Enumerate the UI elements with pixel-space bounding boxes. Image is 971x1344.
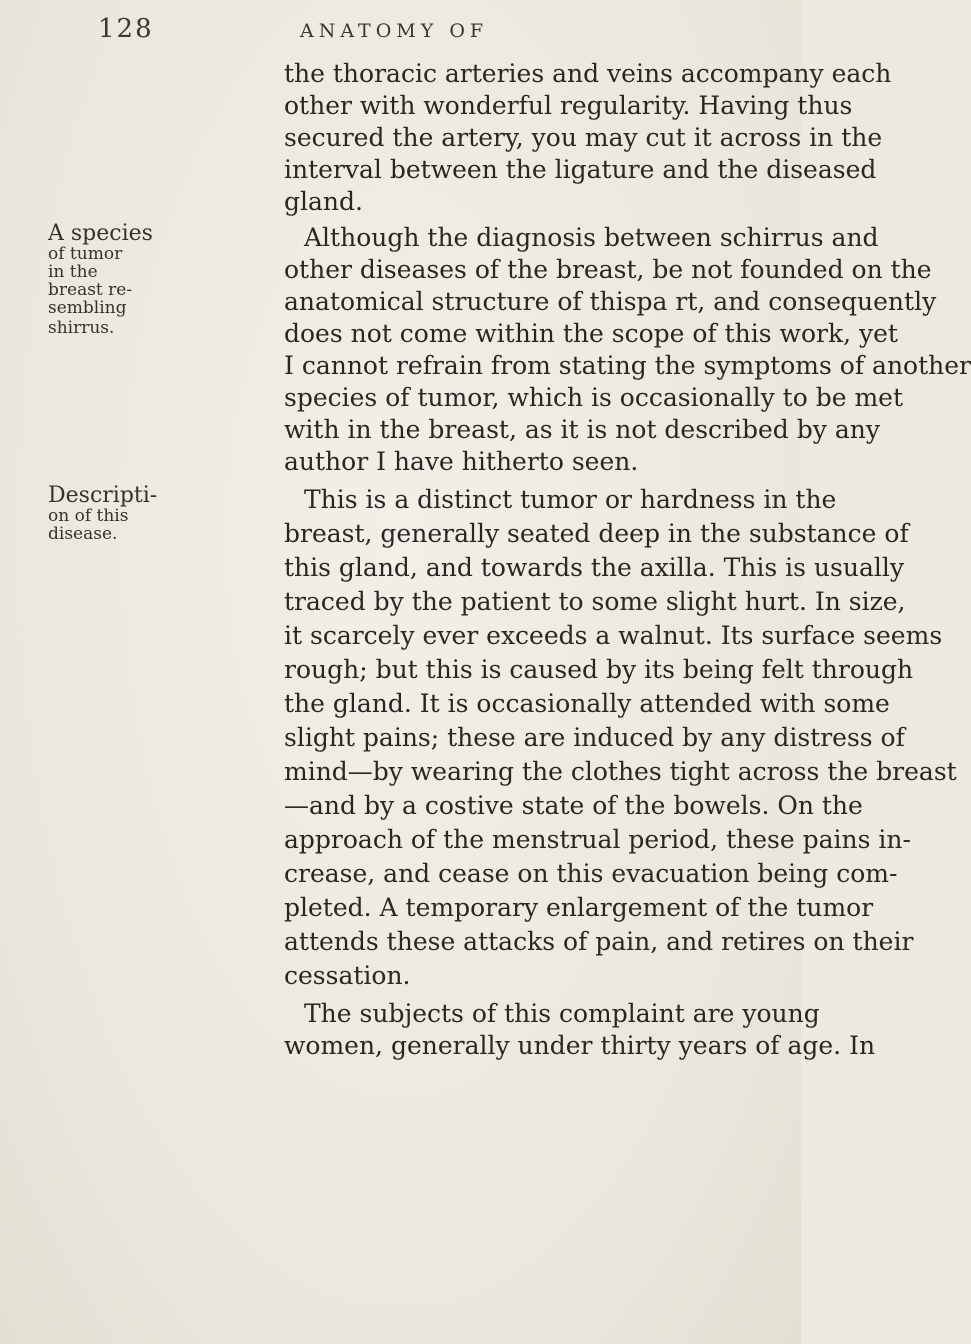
text-line: breast, generally seated deep in the substance of: [284, 519, 909, 548]
text-line: approach of the menstrual period, these pains in-: [284, 825, 911, 854]
margin-note-line: on of this: [48, 506, 129, 526]
text-line: women, generally under thirty years of age. In: [284, 1031, 876, 1060]
text-line: interval between the ligature and the diseased: [284, 155, 877, 184]
text-line: rough; but this is caused by its being felt through: [284, 655, 914, 684]
text-line: anatomical structure of thispa rt, and consequently: [284, 287, 937, 316]
text-line: it scarcely ever exceeds a walnut. Its surface seems: [284, 621, 943, 650]
margin-note-line: shirrus.: [48, 318, 115, 338]
text-line: slight pains; these are induced by any distress of: [284, 723, 905, 752]
margin-note-line: disease.: [48, 524, 118, 544]
text-line: this gland, and towards the axilla. This is usually: [284, 553, 904, 582]
page-header: [0, 14, 801, 54]
text-line: traced by the patient to some slight hurt. In size,: [284, 587, 906, 616]
text-line: Although the diagnosis between schirrus and: [304, 223, 879, 252]
margin-note-line: Descripti-: [48, 483, 158, 508]
text-line: cessation.: [284, 961, 411, 990]
running-head: ANATOMY OF: [300, 20, 489, 42]
page-number: 128: [98, 14, 154, 44]
text-line: the thoracic arteries and veins accompany each: [284, 59, 892, 88]
text-line: crease, and cease on this evacuation being com-: [284, 859, 898, 888]
text-line: the gland. It is occasionally attended with some: [284, 689, 890, 718]
text-line: other with wonderful regularity. Having thus: [284, 91, 853, 120]
text-line: The subjects of this complaint are young: [304, 999, 820, 1028]
margin-note-line: of tumor: [48, 244, 123, 264]
text-line: does not come within the scope of this work, yet: [284, 319, 898, 348]
text-line: —and by a costive state of the bowels. On the: [284, 791, 863, 820]
text-line: pleted. A temporary enlargement of the tumor: [284, 893, 874, 922]
margin-note-line: sembling: [48, 298, 127, 318]
text-line: author I have hitherto seen.: [284, 447, 639, 476]
text-line: secured the artery, you may cut it across in the: [284, 123, 883, 152]
margin-note-line: in the: [48, 262, 98, 282]
text-line: This is a distinct tumor or hardness in the: [304, 485, 837, 514]
text-line: other diseases of the breast, be not founded on the: [284, 255, 932, 284]
text-line: mind—by wearing the clothes tight across the breast: [284, 757, 957, 786]
text-line: I cannot refrain from stating the symptoms of another: [284, 351, 971, 380]
text-line: with in the breast, as it is not described by any: [284, 415, 880, 444]
text-line: gland.: [284, 187, 363, 216]
text-line: species of tumor, which is occasionally to be met: [284, 383, 904, 412]
margin-note-line: A species: [48, 221, 153, 246]
margin-note-line: breast re-: [48, 280, 133, 300]
text-line: attends these attacks of pain, and retires on their: [284, 927, 914, 956]
